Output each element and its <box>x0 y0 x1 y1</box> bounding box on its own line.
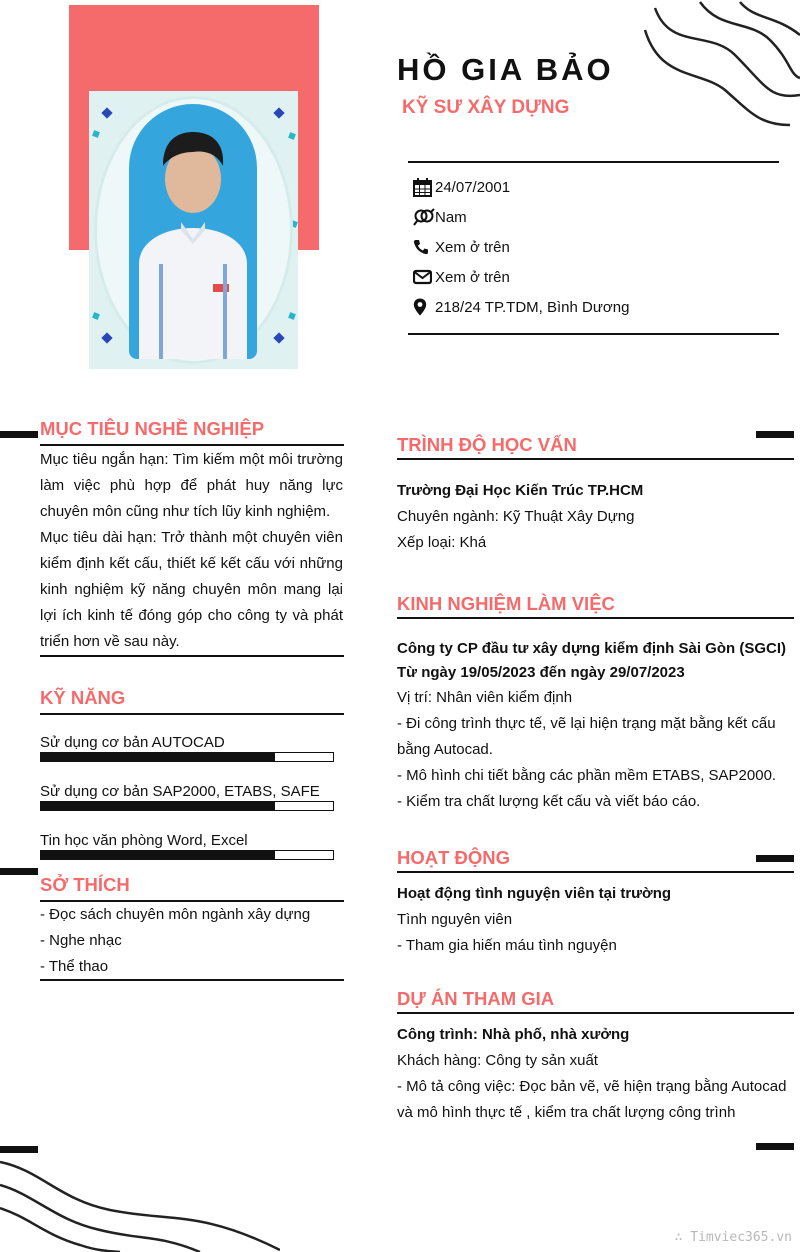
contact-email <box>413 266 510 288</box>
candidate-name: HỒ GIA BẢO <box>397 52 614 87</box>
calendar-icon <box>413 178 435 197</box>
email-value: Xem ở trên <box>435 268 510 286</box>
projects-rule <box>397 1012 794 1014</box>
skill-label: Tin học văn phòng Word, Excel <box>40 832 248 849</box>
envelope-icon <box>413 269 435 285</box>
skills-rule <box>40 713 344 715</box>
profile-photo <box>89 91 298 369</box>
experience-position: Vị trí: Nhân viên kiểm định <box>397 689 573 706</box>
experience-duty: - Mô hình chi tiết bằng các phần mềm ETABS, SAP2000. <box>397 767 777 784</box>
objective-rule <box>40 444 344 446</box>
objective-title: MỤC TIÊU NGHỀ NGHIỆP <box>40 418 265 439</box>
hobby-item: - Đọc sách chuyên môn ngành xây dựng <box>40 906 311 923</box>
skill-label: Sử dụng cơ bản SAP2000, ETABS, SAFE <box>40 783 320 800</box>
birthday-value: 24/07/2001 <box>435 178 511 196</box>
gender-value: Nam <box>435 208 467 226</box>
skills-title: KỸ NĂNG <box>40 687 126 708</box>
education-section <box>397 478 794 556</box>
skill-bar <box>40 752 334 762</box>
activities-title: HOẠT ĐỘNG <box>397 847 511 868</box>
map-pin-icon <box>413 298 435 316</box>
decorative-dash <box>0 431 38 438</box>
hobby-item: - Thể thao <box>40 958 109 975</box>
activity-name: Hoạt động tình nguyện viên tại trường <box>397 885 672 902</box>
activities-section <box>397 881 787 959</box>
skill-bar-fill <box>41 802 275 810</box>
address-value: 218/24 TP.TDM, Bình Dương <box>435 298 630 316</box>
decorative-dash <box>756 855 794 862</box>
decorative-dash <box>756 431 794 438</box>
education-title: TRÌNH ĐỘ HỌC VẤN <box>397 434 577 455</box>
objective-long-term: Mục tiêu dài hạn: Trở thành một chuyên viên kiểm định kết cấu, thiết kế kết cấu với những kinh nghiệm kỹ năng chuyên môn mang lại lợi ích kinh tế đóng góp cho công ty và phát triển hơn về sau này. <box>40 529 343 650</box>
activity-role: Tình nguyên viên <box>397 911 513 928</box>
skill-bar <box>40 801 334 811</box>
hobbies-list <box>40 902 343 980</box>
experience-rule <box>397 617 794 619</box>
contact-bottom-rule <box>408 333 779 335</box>
objective-section <box>40 447 343 655</box>
watermark: ∴ Timviec365.vn <box>674 1230 792 1245</box>
phone-value: Xem ở trên <box>435 238 510 256</box>
project-name: Công trình: Nhà phố, nhà xưởng <box>397 1026 630 1043</box>
experience-duty: - Kiểm tra chất lượng kết cấu và viết báo cáo. <box>397 793 701 810</box>
objective-short-term: Mục tiêu ngắn hạn: Tìm kiếm một môi trường làm việc phù hợp để phát huy năng lực chuyên môn cũng như tích lũy kinh nghiệm. <box>40 451 343 520</box>
hobby-item: - Nghe nhạc <box>40 932 122 949</box>
activities-rule <box>397 871 794 873</box>
education-grade: Xếp loại: Khá <box>397 534 487 551</box>
decorative-dash <box>0 868 38 875</box>
hobbies-bottom-rule <box>40 979 344 981</box>
skill-bar <box>40 850 334 860</box>
education-school: Trường Đại Học Kiến Trúc TP.HCM <box>397 482 644 499</box>
job-title: KỸ SƯ XÂY DỰNG <box>402 97 570 118</box>
experience-duty: - Đi công trình thực tế, vẽ lại hiện trạng mặt bằng kết cấu bằng Autocad. <box>397 715 776 758</box>
education-rule <box>397 458 794 460</box>
experience-period: Từ ngày 19/05/2023 đến ngày 29/07/2023 <box>397 664 685 681</box>
contact-top-rule <box>408 161 779 163</box>
objective-bottom-rule <box>40 655 344 657</box>
projects-title: DỰ ÁN THAM GIA <box>397 988 555 1009</box>
experience-title: KINH NGHIỆM LÀM VIỆC <box>397 593 615 614</box>
skill-label: Sử dụng cơ bản AUTOCAD <box>40 734 225 751</box>
project-description: - Mô tả công việc: Đọc bản vẽ, vẽ hiện trạng bằng Autocad và mô hình thực tế , kiểm tra chất lượng công trình <box>397 1078 787 1121</box>
hobbies-title: SỞ THÍCH <box>40 874 130 895</box>
decorative-dash <box>756 1143 794 1150</box>
experience-company: Công ty CP đầu tư xây dựng kiểm định Sài Gòn (SGCI) <box>397 640 786 657</box>
projects-section <box>397 1022 789 1126</box>
experience-section <box>397 637 787 815</box>
contact-birthday <box>413 176 510 198</box>
person-silhouette-icon <box>129 104 257 359</box>
contact-phone <box>413 236 510 258</box>
skill-bar-fill <box>41 753 275 761</box>
education-major: Chuyên ngành: Kỹ Thuật Xây Dựng <box>397 508 635 525</box>
skill-bar-fill <box>41 851 275 859</box>
contact-address <box>413 296 629 318</box>
activity-detail: - Tham gia hiến máu tình nguyện <box>397 937 617 954</box>
gender-icon <box>413 208 435 226</box>
decorative-wave-top-right <box>640 0 800 130</box>
decorative-wave-bottom-left <box>0 1150 280 1252</box>
decorative-dash <box>0 1146 38 1153</box>
project-client: Khách hàng: Công ty sản xuất <box>397 1052 598 1069</box>
phone-icon <box>413 239 435 255</box>
contact-gender <box>413 206 467 228</box>
